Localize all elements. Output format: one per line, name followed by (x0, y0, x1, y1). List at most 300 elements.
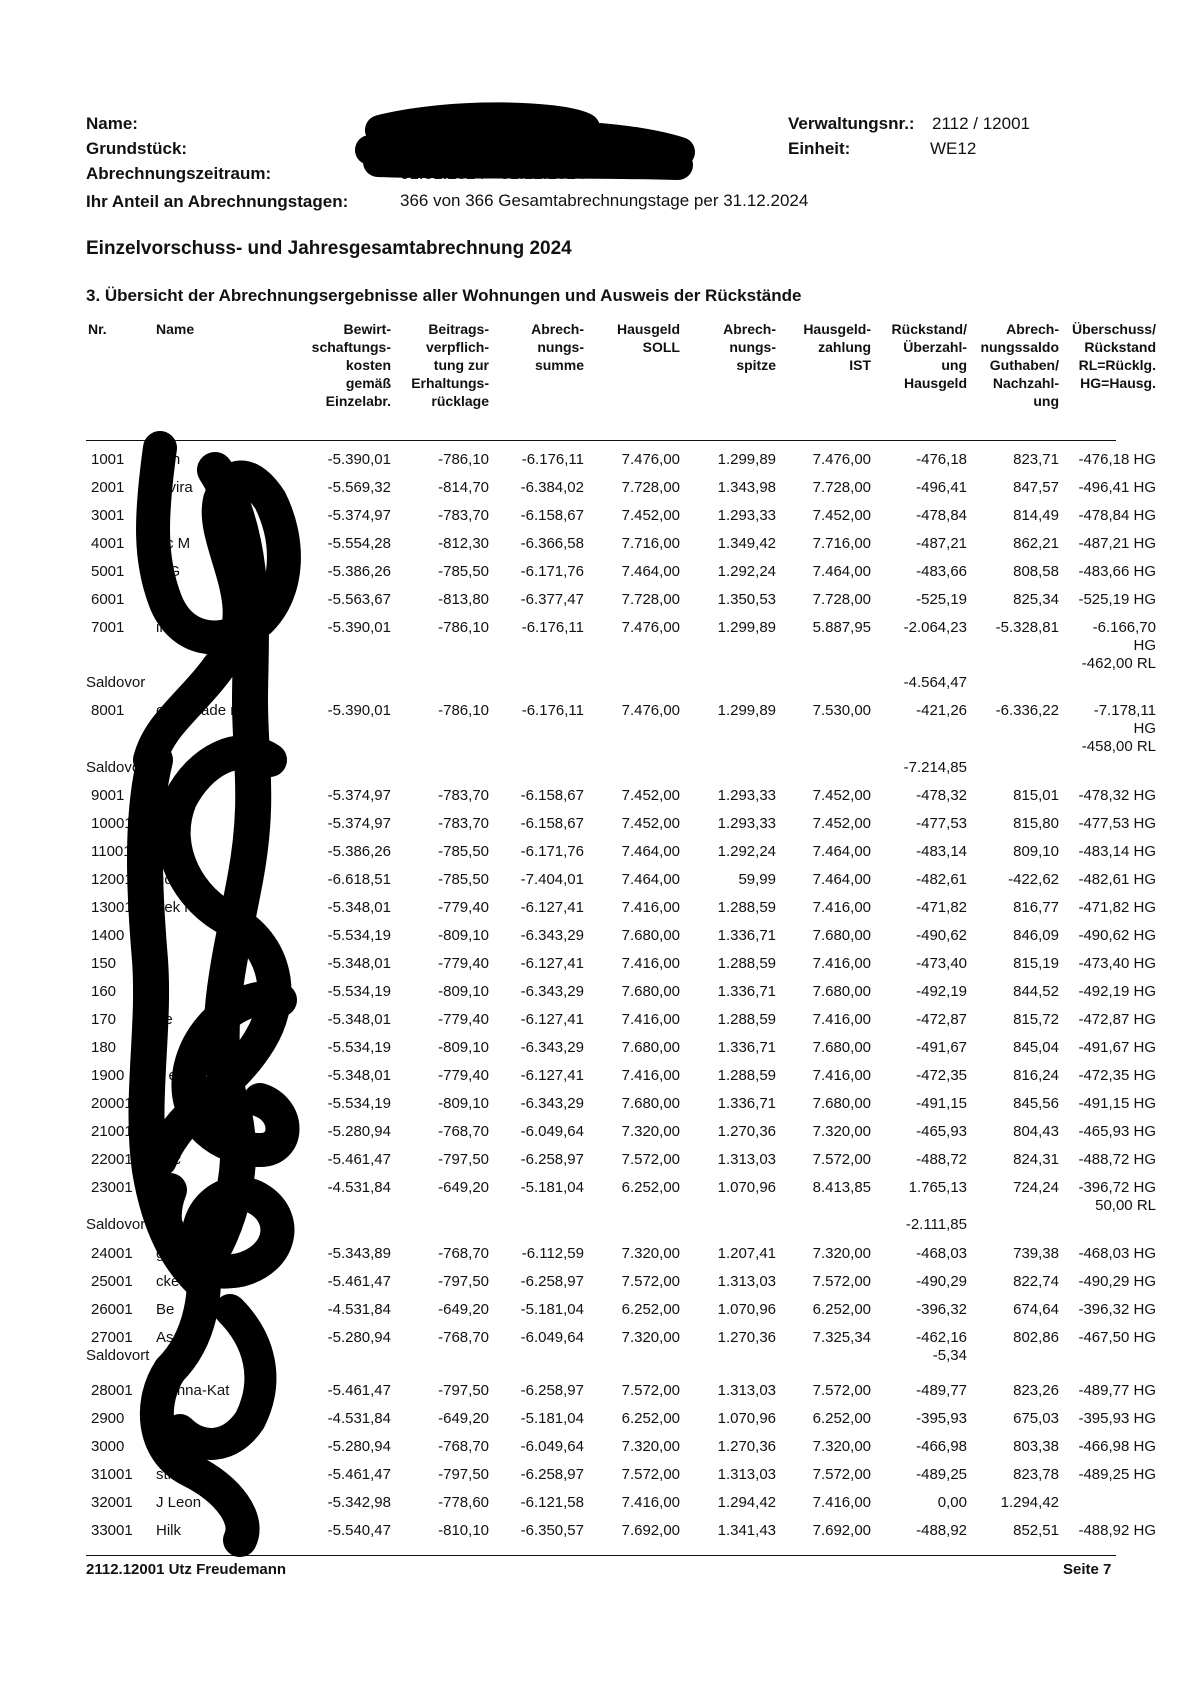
cell-ist: 7.320,00 (812, 1245, 871, 1262)
cell-soll: 6.252,00 (621, 1179, 680, 1196)
cell-name: eek i (156, 899, 188, 916)
cell-soll: 7.452,00 (621, 815, 680, 832)
cell-soll: 7.692,00 (621, 1522, 680, 1539)
days-label: Ihr Anteil an Abrechnungstagen: (86, 192, 349, 211)
cell-abrsumme: -6.176,11 (521, 451, 584, 468)
cell-spitze: 1.207,41 (717, 1245, 776, 1262)
cell-name: o (156, 507, 165, 524)
cell-soll: 7.572,00 (621, 1382, 680, 1399)
cell-rueck: -525,19 (916, 591, 967, 608)
cell-beitrag: -779,40 (438, 1011, 489, 1028)
cell-abrsumme: -6.171,76 (520, 563, 584, 580)
cell-spitze: 1.299,89 (717, 451, 776, 468)
cell-bewirt: -5.280,94 (327, 1438, 391, 1455)
cell-name: t, (156, 1123, 165, 1140)
page-number: Seite 7 (1063, 1561, 1112, 1578)
cell-ist: 7.716,00 (812, 535, 871, 552)
cell-ueber: -483,14 HG (1078, 843, 1156, 860)
cell-ist: 8.413,85 (812, 1179, 871, 1196)
cell-ueber: -489,25 HG (1078, 1466, 1156, 1483)
cell-nr: 11001 (91, 843, 132, 860)
unit-value: WE12 (930, 139, 977, 158)
cell-beitrag: -786,10 (438, 702, 489, 719)
cell-spitze: 1.070,96 (717, 1179, 776, 1196)
cell-soll: 7.572,00 (621, 1151, 680, 1168)
cell-abrsumme: -6.127,41 (520, 955, 584, 972)
cell-saldo: 862,21 (1013, 535, 1059, 552)
cell-beitrag: -779,40 (438, 1067, 489, 1084)
cell-name: uden z (156, 871, 202, 888)
cell-abrsumme: -5.181,04 (520, 1410, 584, 1427)
cell-spitze: 1.270,36 (717, 1329, 776, 1346)
cell-beitrag: -814,70 (438, 479, 489, 496)
cell-saldo: 823,78 (1013, 1466, 1059, 1483)
cell-ist: 7.416,00 (812, 899, 871, 916)
cell-ueber: -467,50 HG (1078, 1329, 1156, 1346)
cell-name: kon (156, 451, 181, 468)
cell-saldo: 845,04 (1013, 1039, 1059, 1056)
cell-beitrag: -809,10 (438, 983, 489, 1000)
cell-name: ostenbade mo (156, 702, 252, 719)
cell-beitrag: -809,10 (438, 1039, 489, 1056)
column-header-line: zahlung (818, 339, 871, 355)
column-header-line: Hausgeld- (803, 321, 871, 337)
cell-abrsumme: -6.343,29 (520, 1039, 584, 1056)
cell-soll: 7.452,00 (621, 507, 680, 524)
cell-soll: 7.716,00 (621, 535, 680, 552)
cell-ist: 7.325,34 (812, 1329, 871, 1346)
cell-bewirt: -5.280,94 (327, 1329, 391, 1346)
column-header-line: rücklage (431, 393, 489, 409)
cell-name: Ger man aric (156, 1438, 243, 1455)
cell-ueber: -477,53 HG (1078, 815, 1156, 832)
cell-spitze: 1.288,59 (717, 1011, 776, 1028)
cell-saldo: 814,49 (1013, 507, 1059, 524)
period-value: 01.01.2024 - 31.12.2024 (400, 164, 586, 183)
cell-soll: 7.320,00 (621, 1123, 680, 1140)
cell-ueber3: -458,00 RL (1081, 738, 1156, 755)
cell-spitze: 1.336,71 (717, 983, 776, 1000)
cell-beitrag: -783,70 (438, 815, 489, 832)
cell-rueck: -477,53 (916, 815, 967, 832)
cell-beitrag: -797,50 (438, 1466, 489, 1483)
column-header-line: Überzahl- (903, 339, 967, 355)
cell-spitze: 1.293,33 (717, 815, 776, 832)
cell-soll: 7.572,00 (621, 1273, 680, 1290)
cell-abrsumme: -6.366,58 (520, 535, 584, 552)
cell-saldo: 816,77 (1013, 899, 1059, 916)
cell-soll: 7.680,00 (621, 983, 680, 1000)
cell-name: ül (156, 787, 168, 804)
cell-soll: 7.416,00 (621, 1494, 680, 1511)
cell-name: Be (156, 1301, 175, 1318)
cell-beitrag: -785,50 (438, 871, 489, 888)
cell-saldo: 815,01 (1013, 787, 1059, 804)
cell-saldo: 823,26 (1013, 1382, 1059, 1399)
cell-beitrag: -768,70 (438, 1438, 489, 1455)
cell-soll: 7.728,00 (621, 479, 680, 496)
cell-ueber: -487,21 HG (1078, 535, 1156, 552)
cell-rueck: -5,34 (932, 1347, 967, 1364)
column-header-line: Rückstand/ (891, 321, 967, 337)
cell-abrsumme: -6.127,41 (520, 1067, 584, 1084)
cell-rueck: -491,67 (916, 1039, 967, 1056)
cell-abrsumme: -7.404,01 (520, 871, 584, 888)
cell-spitze: 1.349,42 (717, 535, 776, 552)
cell-spitze: 1.292,24 (717, 843, 776, 860)
cell-saldo: 815,72 (1013, 1011, 1059, 1028)
cell-saldo: 809,10 (1013, 843, 1059, 860)
cell-spitze: 1.288,59 (717, 1067, 776, 1084)
cell-saldo: 816,24 (1013, 1067, 1059, 1084)
cell-spitze: 1.288,59 (717, 955, 776, 972)
cell-bewirt: -5.280,94 (327, 1123, 391, 1140)
cell-spitze: 1.313,03 (717, 1151, 776, 1168)
cell-spitze: 1.292,24 (717, 563, 776, 580)
cell-abrsumme: -6.176,11 (521, 702, 584, 719)
cell-ist: 6.252,00 (812, 1301, 871, 1318)
cell-beitrag: -768,70 (438, 1245, 489, 1262)
cell-rueck: -487,21 (916, 535, 967, 552)
column-header-line: Nachzahl- (992, 375, 1059, 391)
cell-bewirt: -5.348,01 (327, 955, 391, 972)
cell-rueck: -466,98 (916, 1438, 967, 1455)
cell-rueck: -489,77 (916, 1382, 967, 1399)
cell-rueck: -496,41 (916, 479, 967, 496)
cell-abrsumme: -6.343,29 (520, 1095, 584, 1112)
cell-name: g (156, 759, 165, 776)
cell-ueber: -472,35 HG (1078, 1067, 1156, 1084)
cell-name: y Anna-Kat (156, 1382, 230, 1399)
cell-beitrag: -778,60 (438, 1494, 489, 1511)
cell-bewirt: -5.534,19 (327, 1095, 391, 1112)
cell-saldo: -5.328,81 (995, 619, 1059, 636)
cell-rueck: 0,00 (937, 1494, 967, 1511)
cell-name: Sc M (156, 535, 191, 552)
cell-abrsumme: -6.049,64 (520, 1438, 584, 1455)
column-header-line: SOLL (642, 339, 680, 355)
cell-soll: 7.728,00 (621, 591, 680, 608)
cell-rueck: -488,92 (916, 1522, 967, 1539)
cell-spitze: 1.294,42 (717, 1494, 776, 1511)
cell-bewirt: -5.348,01 (327, 1067, 391, 1084)
cell-soll: 7.464,00 (621, 871, 680, 888)
cell-nr: 25001 (91, 1273, 133, 1290)
cell-ist: 7.728,00 (812, 591, 871, 608)
cell-spitze: 1.341,43 (717, 1522, 776, 1539)
cell-rueck: -472,87 (916, 1011, 967, 1028)
cell-ist: 7.572,00 (812, 1151, 871, 1168)
cell-nr: 24001 (91, 1245, 133, 1262)
cell-rueck: -483,66 (916, 563, 967, 580)
cell-bewirt: -4.531,84 (327, 1410, 391, 1427)
cell-name: er, Ti (156, 843, 189, 860)
column-header-line: Einzelabr. (325, 393, 391, 409)
cell-nr: 23001 (91, 1179, 133, 1196)
cell-nr: 22001 (91, 1151, 133, 1168)
cell-bewirt: -5.374,97 (327, 815, 391, 832)
cell-name: ing D e (156, 619, 204, 636)
cell-beitrag: -797,50 (438, 1382, 489, 1399)
cell-beitrag: -809,10 (438, 927, 489, 944)
cell-soll: 7.416,00 (621, 899, 680, 916)
cell-ueber: -471,82 HG (1078, 899, 1156, 916)
cell-nr: Saldovo (86, 759, 141, 776)
cell-ueber: -490,29 HG (1078, 1273, 1156, 1290)
cell-abrsumme: -6.258,97 (520, 1466, 584, 1483)
cell-ist: 7.572,00 (812, 1273, 871, 1290)
cell-beitrag: -649,20 (438, 1301, 489, 1318)
cell-ueber: -491,67 HG (1078, 1039, 1156, 1056)
cell-name: cker, (156, 1273, 188, 1290)
cell-nr: 27001 (91, 1329, 133, 1346)
cell-bewirt: -6.618,51 (327, 871, 391, 888)
cell-nr: 1001 (91, 451, 125, 468)
cell-nr: 150 (91, 955, 117, 972)
cell-soll: 7.452,00 (621, 787, 680, 804)
cell-ueber: -7.178,11 (1093, 702, 1156, 719)
cell-bewirt: -5.386,26 (327, 843, 391, 860)
cell-ueber: -525,19 HG (1078, 591, 1156, 608)
column-header-line: Abrech- (531, 321, 584, 337)
cell-name: n vira (156, 479, 193, 496)
cell-bewirt: -5.390,01 (327, 619, 391, 636)
cell-saldo: 724,24 (1013, 1179, 1059, 1196)
cell-ist: 7.416,00 (812, 1067, 871, 1084)
cell-rueck: -476,18 (916, 451, 967, 468)
cell-ueber: -396,32 HG (1078, 1301, 1156, 1318)
cell-rueck: -4.564,47 (903, 674, 967, 691)
cell-rueck: -465,93 (916, 1123, 967, 1140)
cell-nr: 9001 (91, 787, 125, 804)
cell-nr: 26001 (91, 1301, 133, 1318)
cell-saldo: 808,58 (1013, 563, 1059, 580)
cell-nr: 4001 (91, 535, 125, 552)
cell-spitze: 1.299,89 (717, 619, 776, 636)
cell-nr: 180 (91, 1039, 117, 1056)
cell-rueck: -478,32 (916, 787, 967, 804)
cell-ist: 7.452,00 (812, 787, 871, 804)
cell-bewirt: -5.461,47 (327, 1382, 391, 1399)
column-header-line: Hausgeld (616, 321, 680, 337)
cell-beitrag: -779,40 (438, 955, 489, 972)
cell-soll: 7.476,00 (621, 451, 680, 468)
cell-abrsumme: -6.127,41 (520, 899, 584, 916)
cell-ist: 7.452,00 (812, 507, 871, 524)
cell-ueber: -473,40 HG (1078, 955, 1156, 972)
cell-soll: 6.252,00 (621, 1410, 680, 1427)
cell-ueber: -468,03 HG (1078, 1245, 1156, 1262)
cell-ist: 7.452,00 (812, 815, 871, 832)
cell-saldo: 739,38 (1013, 1245, 1059, 1262)
cell-name: Hü (156, 1410, 176, 1427)
cell-ist: 7.320,00 (812, 1438, 871, 1455)
cell-rueck: -478,84 (916, 507, 967, 524)
cell-name: As ten (156, 1329, 199, 1346)
cell-bewirt: -5.534,19 (327, 983, 391, 1000)
cell-ueber2: HG (1133, 637, 1156, 654)
cell-ueber: -6.166,70 (1092, 619, 1156, 636)
cell-name: a e (156, 1067, 177, 1084)
cell-abrsumme: -6.127,41 (520, 1011, 584, 1028)
cell-abrsumme: -6.112,59 (521, 1245, 584, 1262)
cell-abrsumme: -6.049,64 (520, 1123, 584, 1140)
cell-ist: 7.728,00 (812, 479, 871, 496)
cell-rueck: -483,14 (916, 843, 967, 860)
cell-ueber: -476,18 HG (1078, 451, 1156, 468)
cell-saldo: 823,71 (1013, 451, 1059, 468)
cell-spitze: 1.336,71 (717, 1039, 776, 1056)
cell-abrsumme: -6.258,97 (520, 1151, 584, 1168)
cell-beitrag: -809,10 (438, 1095, 489, 1112)
cell-name: stine (156, 1466, 188, 1483)
cell-nr: 170 (91, 1011, 117, 1028)
cell-nr: 32001 (91, 1494, 133, 1511)
cell-spitze: 59,99 (738, 871, 776, 888)
cell-saldo: 824,31 (1013, 1151, 1059, 1168)
cell-spitze: 1.070,96 (717, 1301, 776, 1318)
cell-name: Heik (156, 815, 187, 832)
cell-name: Ha (156, 1179, 176, 1196)
cell-soll: 7.320,00 (621, 1329, 680, 1346)
cell-abrsumme: -6.258,97 (520, 1382, 584, 1399)
cell-saldo: 846,09 (1013, 927, 1059, 944)
cell-nr: 7001 (91, 619, 125, 636)
cell-saldo: 852,51 (1013, 1522, 1059, 1539)
cell-spitze: 1.270,36 (717, 1438, 776, 1455)
column-header-line: Guthaben/ (989, 357, 1059, 373)
cell-rueck: -468,03 (916, 1245, 967, 1262)
cell-beitrag: -768,70 (438, 1123, 489, 1140)
cell-ueber: -483,66 HG (1078, 563, 1156, 580)
cell-abrsumme: -6.049,64 (520, 1329, 584, 1346)
cell-spitze: 1.288,59 (717, 899, 776, 916)
cell-ist: 7.680,00 (812, 927, 871, 944)
cell-beitrag: -786,10 (438, 451, 489, 468)
cell-bewirt: -5.534,19 (327, 927, 391, 944)
cell-abrsumme: -6.343,29 (520, 927, 584, 944)
cell-nr: 20001 (91, 1095, 133, 1112)
cell-ueber2: 50,00 RL (1095, 1197, 1156, 1214)
days-value: 366 von 366 Gesamtabrechnungstage per 31.12.2024 (400, 191, 809, 210)
cell-rueck: -491,15 (916, 1095, 967, 1112)
cell-ueber2: HG (1133, 720, 1156, 737)
cell-nr: 3001 (91, 507, 125, 524)
cell-ueber: -466,98 HG (1078, 1438, 1156, 1455)
cell-ueber: -396,72 HG (1078, 1179, 1156, 1196)
cell-spitze: 1.270,36 (717, 1123, 776, 1140)
cell-ueber: -478,32 HG (1078, 787, 1156, 804)
column-header-line: Abrech- (1006, 321, 1059, 337)
cell-nr: 12001 (91, 871, 133, 888)
cell-soll: 7.680,00 (621, 1039, 680, 1056)
column-header-line: RL=Rücklg. (1078, 357, 1156, 373)
cell-ist: 7.680,00 (812, 1095, 871, 1112)
cell-abrsumme: -5.181,04 (520, 1301, 584, 1318)
admin-no-label: Verwaltungsnr.: (788, 114, 915, 133)
cell-nr: 5001 (91, 563, 125, 580)
cell-name: Hilk (156, 1522, 181, 1539)
cell-ueber: -482,61 HG (1078, 871, 1156, 888)
cell-ist: 7.464,00 (812, 843, 871, 860)
cell-name: t e (156, 1011, 173, 1028)
cell-ueber: -395,93 HG (1078, 1410, 1156, 1427)
cell-bewirt: -5.461,47 (327, 1466, 391, 1483)
column-header-line: kosten (345, 357, 391, 373)
cell-soll: 7.416,00 (621, 1011, 680, 1028)
cell-rueck: -489,25 (916, 1466, 967, 1483)
cell-nr: 31001 (91, 1466, 133, 1483)
cell-nr: 1400 (91, 927, 125, 944)
column-header-line: verpflich- (425, 339, 489, 355)
cell-rueck: -2.064,23 (903, 619, 967, 636)
column-header-line: Beitrags- (428, 321, 489, 337)
cell-bewirt: -5.390,01 (327, 451, 391, 468)
cell-bewirt: -5.461,47 (327, 1151, 391, 1168)
cell-rueck: -395,93 (916, 1410, 967, 1427)
cell-spitze: 1.336,71 (717, 927, 776, 944)
cell-saldo: 802,86 (1013, 1329, 1059, 1346)
cell-bewirt: -5.554,28 (327, 535, 391, 552)
column-header-line: schaftungs- (311, 339, 391, 355)
cell-nr: Saldovort (86, 1347, 150, 1364)
cell-abrsumme: -6.171,76 (520, 843, 584, 860)
cell-beitrag: -797,50 (438, 1151, 489, 1168)
column-header-line: Hausgeld (903, 375, 967, 391)
cell-spitze: 1.070,96 (717, 1410, 776, 1427)
column-header-line: gemäß (345, 375, 391, 391)
cell-nr: 13001 (91, 899, 133, 916)
cell-soll: 7.680,00 (621, 927, 680, 944)
cell-ist: 7.530,00 (812, 702, 871, 719)
cell-ist: 7.320,00 (812, 1123, 871, 1140)
cell-nr: 2001 (91, 479, 125, 496)
cell-soll: 7.320,00 (621, 1245, 680, 1262)
cell-abrsumme: -6.258,97 (520, 1273, 584, 1290)
cell-rueck: -7.214,85 (903, 759, 967, 776)
cell-ueber: -496,41 HG (1078, 479, 1156, 496)
cell-saldo: 803,38 (1013, 1438, 1059, 1455)
cell-beitrag: -813,80 (438, 591, 489, 608)
cell-ist: 7.572,00 (812, 1382, 871, 1399)
cell-bewirt: -4.531,84 (327, 1301, 391, 1318)
cell-spitze: 1.343,98 (717, 479, 776, 496)
cell-spitze: 1.336,71 (717, 1095, 776, 1112)
cell-bewirt: -5.461,47 (327, 1273, 391, 1290)
cell-beitrag: -785,50 (438, 563, 489, 580)
cell-soll: 7.476,00 (621, 619, 680, 636)
cell-beitrag: -649,20 (438, 1410, 489, 1427)
column-header-line: nungssaldo (980, 339, 1059, 355)
cell-soll: 7.320,00 (621, 1438, 680, 1455)
cell-nr: 6001 (91, 591, 125, 608)
cell-ist: 7.464,00 (812, 563, 871, 580)
cell-beitrag: -649,20 (438, 1179, 489, 1196)
column-header-line: Rückstand (1084, 339, 1156, 355)
column-header-line: Bewirt- (343, 321, 391, 337)
cell-rueck: -490,29 (916, 1273, 967, 1290)
cell-abrsumme: -6.343,29 (520, 983, 584, 1000)
cell-name: J Leon (156, 1494, 202, 1511)
cell-ueber: -472,87 HG (1078, 1011, 1156, 1028)
cell-beitrag: -783,70 (438, 507, 489, 524)
cell-rueck: -396,32 (916, 1301, 967, 1318)
column-header-line: ung (941, 357, 967, 373)
cell-bewirt: -5.342,98 (327, 1494, 391, 1511)
cell-saldo: -6.336,22 (995, 702, 1059, 719)
column-header-line: summe (534, 357, 584, 373)
cell-nr: Saldovortrag (86, 1216, 172, 1233)
